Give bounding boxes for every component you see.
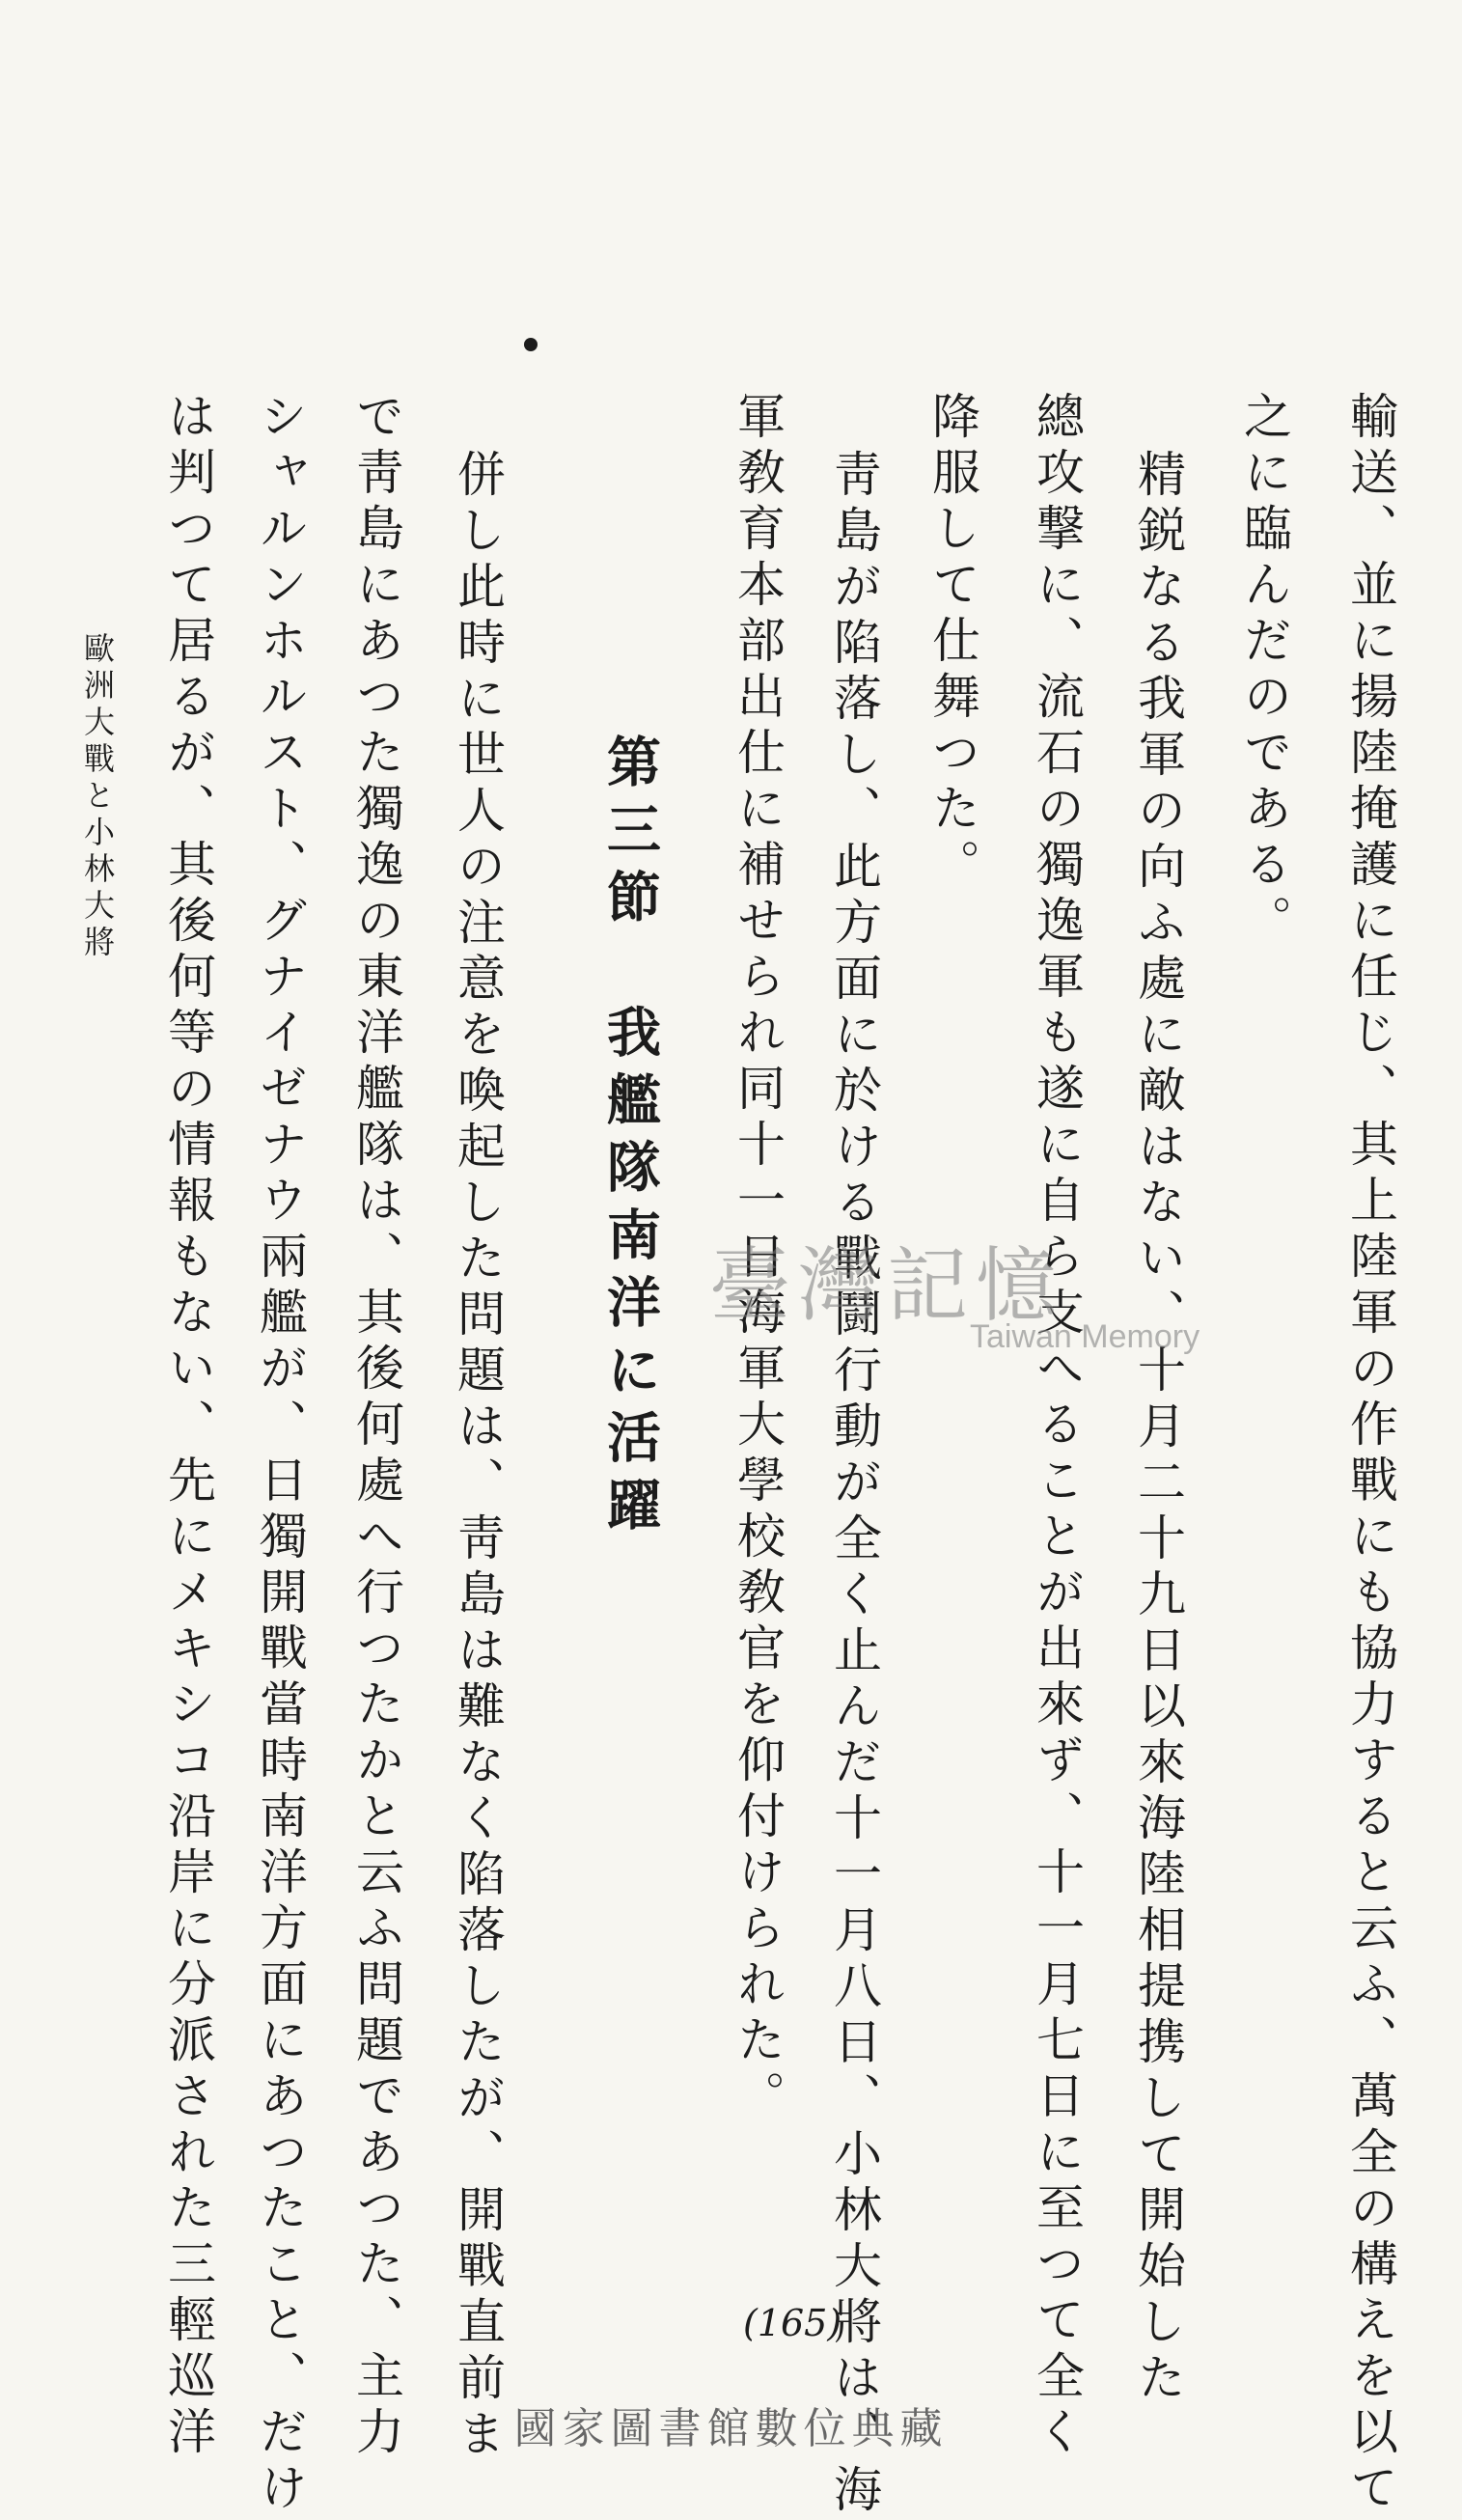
text-column: 輸送、並に揚陸掩護に任じ、其上陸軍の作戰にも協力すると云ふ、萬全の構えを以て: [1342, 391, 1398, 2518]
text-column: 之に臨んだのである。: [1236, 391, 1292, 951]
text-column: 軍敎育本部出仕に補せられ同十一日海軍大學校敎官を仰付けられた。: [730, 391, 786, 2126]
text-column: で靑島にあつた獨逸の東洋艦隊は、其後何處へ行つたかと云ふ問題であつた、主力: [348, 391, 404, 2462]
section-heading: 第三節 我艦隊南洋に活躍: [598, 734, 662, 1544]
text-column: は判つて居るが、其後何等の情報もない、先にメキシコ沿岸に分派された三輕巡洋: [160, 391, 216, 2462]
bullet-mark: [524, 338, 538, 351]
running-header: 歐洲大戰と小林大將: [79, 632, 116, 962]
watermark-main: 臺灣記憶: [709, 1238, 1065, 1333]
text-column: 靑島が陷落し、此方面に於ける戰鬪行動が全く止んだ十一月八日、小林大將は、海: [826, 449, 882, 2520]
text-column: 降服して仕舞つた。: [924, 391, 980, 895]
text-column: シャルンホルスト、グナイゼナウ兩艦が、日獨開戰當時南洋方面にあつたこと、だけ: [252, 391, 308, 2518]
text-column: 總攻撃に、流石の獨逸軍も遂に自ら支へることが出來ず、十一月七日に至つて全く: [1029, 391, 1085, 2462]
text-column: 精鋭なる我軍の向ふ處に敵はない、十月二十九日以來海陸相提携して開始した: [1130, 449, 1186, 2408]
footer-caption: 國家圖書館數位典藏: [513, 2404, 949, 2453]
watermark-sub: Taiwan Memory: [970, 1318, 1200, 1355]
text-column: 併し此時に世人の注意を喚起した問題は、靑島は難なく陷落したが、開戰直前ま: [450, 449, 506, 2464]
page-number: (165): [743, 2302, 842, 2344]
